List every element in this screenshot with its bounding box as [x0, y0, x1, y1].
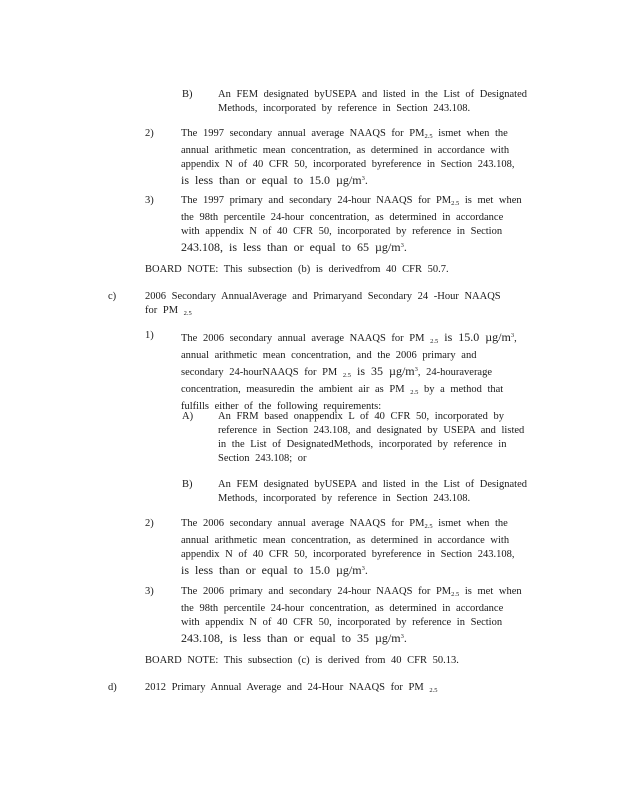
item-label: 2) [145, 518, 154, 529]
item-label: 3) [145, 586, 154, 597]
item-text: The 2006 secondary annual average NAAQS for $PM_{2.5}$ ismet when the annual arithmetic mean concentration, as determined in accordance with appendix N of 40 CFR 50, incorporated byreference in Section 243.108, is less than or equal to 15.0 $\mu g/m^3$. [181, 518, 515, 577]
item-label: c) [108, 291, 117, 302]
item-label: d) [108, 682, 117, 693]
item-label: A) [182, 411, 194, 422]
item-text: An FEM designated byUSEPA and listed in the List of Designated Methods, incorporated by reference in Section 243.108. [218, 479, 528, 504]
item-label: 3) [145, 195, 154, 206]
item-text: The 2006 primary and secondary 24-hour NAAQS for $PM_{2.5}$ is met when the 98th percentile 24-hour concentration, as determined in accordance with appendix N of 40 CFR 50, incorporated by reference in Section 243.108, is less than or equal to 35 $\mu g/m^3$. [181, 586, 522, 645]
item-text: An FEM designated byUSEPA and listed in the List of Designated Methods, incorporated by reference in Section 243.108. [218, 89, 528, 114]
item-label: B) [182, 89, 193, 100]
item-label: B) [182, 479, 193, 490]
item-label: 1) [145, 330, 154, 341]
item-text: 2006 Secondary AnnualAverage and Primaryand Secondary 24 -Hour NAAQS for PM $_{2.5}$ [145, 291, 501, 317]
item-text: An FRM based onappendix L of 40 CFR 50, incorporated by reference in Section 243.108, and designated by USEPA and listed in the List of DesignatedMethods, incorporated by reference in Section 243.108; or [218, 411, 525, 464]
item-text: 2012 Primary Annual Average and 24-Hour NAAQS for PM $_{2.5}$ [145, 682, 438, 694]
item-text: The 1997 primary and secondary 24-hour NAAQS for $PM_{2.5}$ is met when the 98th percentile 24-hour concentration, as determined in accordance with appendix N of 40 CFR 50, incorporated by reference in Section 243.108, is less than or equal to 65 $\mu g/m^3$. [181, 195, 522, 254]
board-note-b: BOARD NOTE: This subsection (b) is derivedfrom 40 CFR 50.7. [145, 264, 449, 275]
item-text: The 1997 secondary annual average NAAQS for $PM_{2.5}$ ismet when the annual arithmetic mean concentration, as determined in accordance with appendix N of 40 CFR 50, incorporated byreference in Section 243.108, is less than or equal to 15.0 $\mu g/m^3$. [181, 128, 515, 187]
item-text: The 2006 secondary annual average NAAQS for PM $_{2.5}$ is 15.0 $\mu g/m^3$, annual arithmetic mean concentration, and the 2006 primary and secondary 24-hourNAAQS for PM $_{2.5}$ is 35 $\mu g/m^3$, 24-houraverage concentration, measuredin the ambient air as PM $_{2.5}$ by a method that fulfills either of the following requirements: [181, 330, 517, 412]
item-label: 2) [145, 128, 154, 139]
board-note-c: BOARD NOTE: This subsection (c) is derived from 40 CFR 50.13. [145, 655, 459, 666]
